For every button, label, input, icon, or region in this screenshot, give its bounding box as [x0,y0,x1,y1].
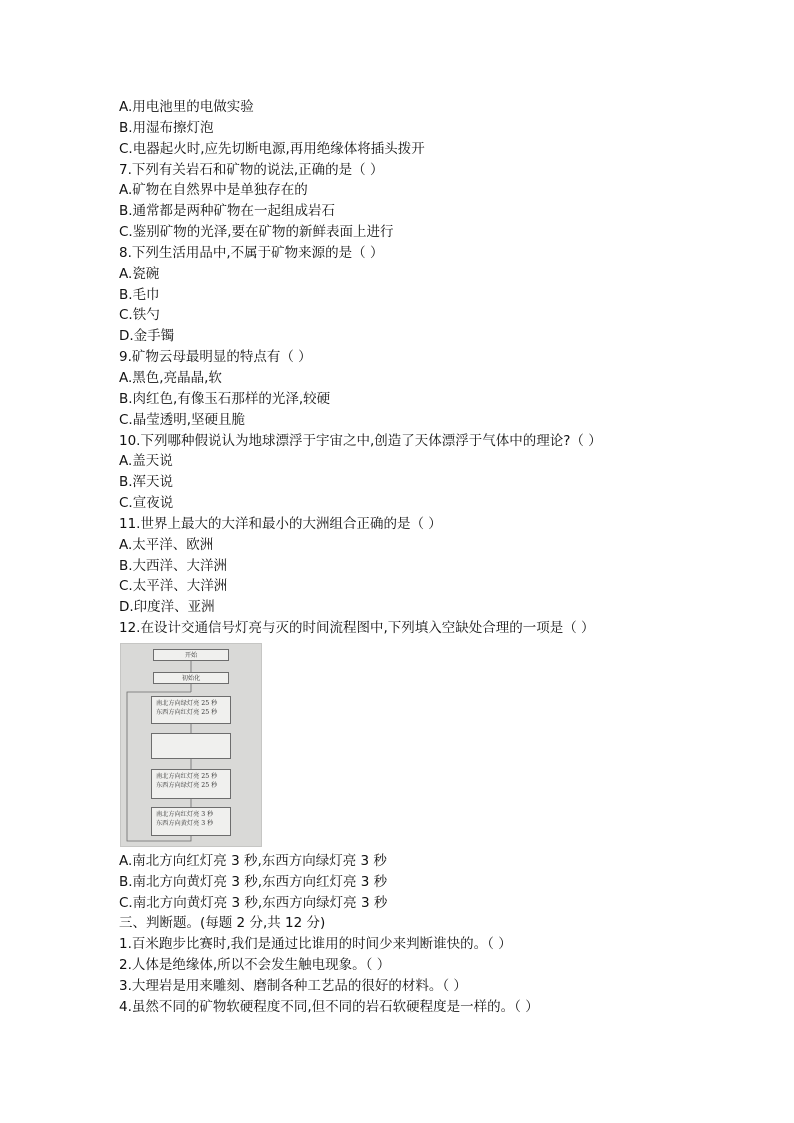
option-6b: B.用湿布擦灯泡 [119,119,214,136]
option-7a: A.矿物在自然界中是单独存在的 [119,182,308,199]
flowchart-step-4 [151,807,231,836]
option-12c: C.南北方向黄灯亮 3 秒,东西方向绿灯亮 3 秒 [119,894,388,911]
option-7c: C.鉴别矿物的光泽,要在矿物的新鲜表面上进行 [119,224,394,241]
option-10a: A.盖天说 [119,453,173,470]
question-10: 10.下列哪种假说认为地球漂浮于宇宙之中,创造了天体漂浮于气体中的理论?（ ） [119,432,602,449]
flowchart-step-4-line-2: 东西方向黄灯亮 3 秒 [156,819,214,827]
option-10c: C.宣夜说 [119,495,174,512]
option-12b: B.南北方向黄灯亮 3 秒,东西方向红灯亮 3 秒 [119,873,388,890]
option-8b: B.毛巾 [119,286,160,303]
judgment-4: 4.虽然不同的矿物软硬程度不同,但不同的岩石软硬程度是一样的。（ ） [119,998,539,1015]
option-9c: C.晶莹透明,坚硬且脆 [119,411,246,428]
section-3-heading: 三、判断题。(每题 2 分,共 12 分) [119,915,326,932]
question-9: 9.矿物云母最明显的特点有（ ） [119,349,312,366]
flowchart-step-4-line-1: 南北方向红灯亮 3 秒 [156,810,214,818]
option-8d: D.金手镯 [119,328,175,345]
option-6a: A.用电池里的电做实验 [119,99,254,115]
option-8a: A.瓷碗 [119,265,160,282]
flowchart-step-1-line-2: 东西方向红灯亮 25 秒 [156,708,218,716]
flowchart-step-3-line-1: 南北方向红灯亮 25 秒 [156,772,218,780]
flowchart-step-3 [151,769,231,799]
option-7b: B.通常都是两种矿物在一起组成岩石 [119,203,336,220]
flowchart-step-1-line-1: 南北方向绿灯亮 25 秒 [156,699,218,707]
flowchart-init [153,672,229,684]
option-10b: B.浑天说 [119,474,174,491]
flowchart-step-3-line-2: 东西方向绿灯亮 25 秒 [156,781,218,789]
flowchart-blank-step [151,733,231,759]
flowchart-init-label: 初始化 [181,675,201,683]
worksheet-text [119,97,759,1018]
question-11: 11.世界上最大的大洋和最小的大洲组合正确的是（ ） [119,515,442,532]
option-11b: B.大西洋、大洋洲 [119,557,228,574]
judgment-1: 1.百米跑步比赛时,我们是通过比谁用的时间少来判断谁快的。（ ） [119,936,512,953]
question-12: 12.在设计交通信号灯亮与灭的时间流程图中,下列填入空缺处合理的一项是（ ） [119,620,595,637]
option-11a: A.太平洋、欧洲 [119,536,214,553]
traffic-light-flowchart [120,643,262,847]
flowchart-start [153,649,229,661]
judgment-3: 3.大理岩是用来雕刻、磨制各种工艺品的很好的材料。（ ） [119,978,467,994]
question-8: 8.下列生活用品中,不属于矿物来源的是（ ） [119,244,384,261]
option-6c: C.电器起火时,应先切断电源,再用绝缘体将插头拨开 [119,140,425,157]
flowchart-start-label: 开始 [184,652,198,660]
option-11c: C.太平洋、大洋洲 [119,578,228,595]
option-11d: D.印度洋、亚洲 [119,599,215,616]
flowchart-step-1 [151,696,231,724]
judgment-2: 2.人体是绝缘体,所以不会发生触电现象。（ ） [119,957,391,974]
option-9b: B.肉红色,有像玉石那样的光泽,较硬 [119,390,331,407]
question-7: 7.下列有关岩石和矿物的说法,正确的是（ ） [119,161,384,178]
option-9a: A.黑色,亮晶晶,软 [119,369,222,386]
option-12a: A.南北方向红灯亮 3 秒,东西方向绿灯亮 3 秒 [119,852,387,869]
option-8c: C.铁勺 [119,307,160,324]
